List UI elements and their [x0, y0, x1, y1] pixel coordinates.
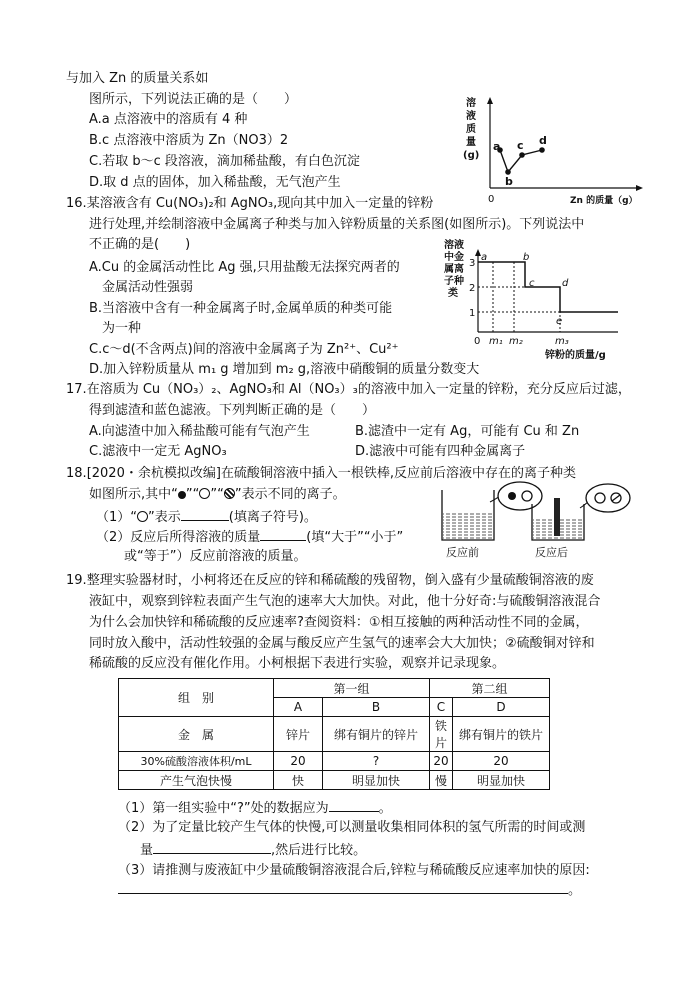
q19-line5: 稀硫酸的反应没有催化作用。小柯根据下表进行实验，观察并记录现象。 — [89, 656, 506, 671]
q16-label-a: a — [481, 252, 488, 263]
table-cell: 明显加快 — [453, 771, 550, 790]
q18-part2-cont: 或“等于”）反应前溶液的质量。 — [124, 549, 307, 564]
table-header-group: 组 别 — [119, 679, 274, 717]
q15-ylabel-char: (g) — [463, 150, 480, 161]
q16-xtick-0: 0 — [474, 336, 481, 347]
q16-option-a: A.Cu 的金属活动性比 Ag 强,只用盐酸无法探究两者的 — [89, 260, 400, 275]
q16-line2: 进行处理,并绘制溶液中金属离子种类与加入锌粉质量的关系图(如图所示)。下列说法中 — [89, 217, 585, 232]
q16-xlabel: 锌粉的质量/g — [545, 350, 606, 361]
q19-sub1-text: 。 — [378, 801, 392, 816]
table-col-header: D — [453, 698, 550, 717]
q18-number: 18. — [66, 466, 87, 481]
ion-bubble-before — [498, 482, 542, 510]
q16-ylabel-char: 子种 — [444, 276, 464, 287]
q16-option-a-cont: 金属活动性强弱 — [102, 280, 194, 295]
table-row-label: 金 属 — [119, 717, 274, 752]
answer-blank[interactable] — [118, 880, 568, 894]
q17-number: 17. — [66, 382, 87, 397]
q15-xlabel: Zn 的质量（g） — [570, 196, 638, 206]
q16-label-c: c — [529, 278, 535, 289]
q19-line2: 液缸中，观察到锌粒表面产生气泡的速率大大加快。对此，他十分好奇:与硫酸铜溶液混合 — [89, 594, 601, 609]
q15-stem-line1: 与加入 Zn 的质量关系如 — [66, 71, 209, 86]
q15-label-a: a — [493, 140, 501, 153]
q18-line2 — [89, 486, 346, 504]
q18-caption-before: 反应前 — [446, 546, 479, 559]
hollow-ion-symbol — [199, 488, 210, 499]
q15-option-d: D.取 d 点的固体，加入稀盐酸，无气泡产生 — [89, 175, 341, 190]
q15-graph — [460, 92, 650, 210]
q19-sub3-end: 。 — [568, 883, 582, 898]
q16-ylabel-char: 类 — [448, 288, 458, 299]
q18-part1 — [96, 507, 317, 527]
table-cell: 慢 — [430, 771, 453, 790]
q17-option-b: B.滤渣中一定有 Ag，可能有 Cu 和 Zn — [355, 424, 580, 439]
table-row-label: 产生气泡快慢 — [119, 771, 274, 790]
q18-line2-text: 如图所示,其中“ — [89, 487, 178, 502]
q16-ytick-3: 3 — [469, 258, 476, 269]
q18-source: [2020・余杭模拟改编] — [86, 466, 221, 481]
ion-bubble-after — [586, 484, 630, 512]
q18-line2-text: ”表示不同的离子。 — [234, 487, 346, 502]
q19-line1 — [66, 572, 594, 590]
q15-ylabel-char: 液 — [466, 111, 476, 122]
table-col-header: B — [323, 698, 430, 717]
q18-line2-text: ”“ — [185, 487, 200, 502]
q15-y-arrow — [487, 97, 493, 104]
table-cell: 明显加快 — [323, 771, 430, 790]
q19-sub2: （2）为了定量比较产生气体的快慢,可以测量收集相同体积的氢气所需的时间或测 — [118, 820, 586, 835]
table-cell: 铁片 — [430, 717, 453, 752]
q16-ytick-2: 2 — [469, 283, 476, 294]
q19-sub2-text: 量 — [140, 843, 154, 858]
hollow-ion-symbol — [595, 493, 605, 503]
q16-guide-lines — [478, 262, 618, 332]
q16-xtick-m1: m₁ — [489, 336, 503, 347]
experiment-table — [118, 678, 550, 790]
q18-text: 在硫酸铜溶液中插入一根铁棒,反应前后溶液中存在的离子种类 — [220, 466, 577, 481]
q19-sub3-answer-line — [118, 880, 581, 900]
q18-part2-text: (填“大于”“小于” — [306, 530, 404, 545]
q19-number: 19. — [66, 573, 87, 588]
q19-sub2-cont — [140, 840, 366, 860]
q18-part1-text: ”表示 — [148, 510, 181, 525]
table-cell: 20 — [430, 752, 453, 771]
table-row-label: 30%硫酸溶液体积/mL — [119, 752, 274, 771]
q15-x-arrow — [636, 185, 643, 191]
q15-point-c — [519, 152, 525, 158]
q15-label-d: d — [539, 134, 547, 147]
q15-stem-line2: 图所示，下列说法正确的是（ ） — [89, 92, 298, 107]
q18-line2-text: ”“ — [210, 487, 224, 502]
q16-label-d: d — [562, 278, 569, 289]
q17-line2: 得到滤渣和蓝色滤液。下列判断正确的是（ ） — [89, 403, 376, 418]
answer-blank[interactable] — [260, 527, 306, 541]
q17-option-d: D.滤液中可能有四种金属离子 — [355, 444, 526, 459]
q19-sub1 — [118, 798, 392, 818]
q16-option-b: B.当溶液中含有一种金属离子时,金属单质的种类可能 — [89, 301, 393, 316]
table-cell: 锌片 — [274, 717, 323, 752]
q15-option-a: A.a 点溶液中的溶质有 4 种 — [89, 112, 248, 127]
q16-label-b: b — [523, 252, 530, 263]
q19-text: 整理实验器材时，小柯将还在反应的锌和稀硫酸的残留物，倒入盛有少量硫酸铜溶液的废 — [86, 573, 594, 588]
q18-part2 — [96, 527, 403, 547]
answer-blank[interactable] — [329, 798, 379, 812]
q15-point-d — [539, 147, 545, 153]
q16-ylabel-char: 属离 — [444, 264, 464, 275]
table-col-header: A — [274, 698, 323, 717]
q16-option-b-cont: 为一种 — [102, 321, 142, 336]
beaker-after — [532, 498, 590, 540]
q15-ylabel-char: 量 — [466, 137, 476, 148]
q17-option-a: A.向滤渣中加入稀盐酸可能有气泡产生 — [89, 424, 310, 439]
q15-label-c: c — [517, 139, 524, 152]
q16-line1 — [66, 195, 433, 213]
q18-beaker-figure — [434, 480, 634, 560]
filled-ion-symbol — [178, 491, 186, 499]
table-row — [119, 717, 550, 752]
iron-rod — [554, 498, 560, 536]
q18-part2-text: （2）反应后所得溶液的质量 — [96, 530, 261, 545]
q19-sub1-text: （1）第一组实验中“?”处的数据应为 — [118, 801, 329, 816]
q16-ytick-1: 1 — [469, 308, 476, 319]
q19-sub3: （3）请推测与废液缸中少量硫酸铜溶液混合后,锌粒与稀硫酸反应速率加快的原因: — [118, 863, 590, 878]
table-cell: 绑有铜片的锌片 — [323, 717, 430, 752]
q18-part1-text: （1）“ — [96, 510, 138, 525]
table-cell: 20 — [274, 752, 323, 771]
q15-point-b — [505, 169, 511, 175]
answer-blank[interactable] — [181, 507, 229, 521]
q17-text: 在溶质为 Cu（NO₃）₂、AgNO₃和 Al（NO₃）₃的溶液中加入一定量的锌粉，充分反应后过滤， — [86, 382, 631, 397]
table-row — [119, 771, 550, 790]
table-row — [119, 679, 550, 698]
table-cell: ? — [323, 752, 430, 771]
filled-ion-symbol — [508, 492, 516, 500]
q17-option-c: C.滤液中一定无 AgNO₃ — [89, 444, 227, 459]
table-header-group1: 第一组 — [274, 679, 430, 698]
q18-part1-text: (填离子符号)。 — [228, 510, 317, 525]
hollow-ion-symbol — [522, 491, 532, 501]
table-cell: 快 — [274, 771, 323, 790]
q15-label-b: b — [505, 175, 513, 188]
table-col-header: C — [430, 698, 453, 717]
q16-graph — [440, 236, 660, 362]
q15-origin: 0 — [488, 194, 495, 205]
q16-option-d: D.加入锌粉质量从 m₁ g 增加到 m₂ g,溶液中硝酸铜的质量分数变大 — [89, 362, 480, 377]
beaker-before — [442, 490, 502, 540]
hollow-ion-symbol — [137, 511, 148, 522]
answer-blank[interactable] — [153, 840, 271, 854]
q15-ylabel-char: 溶 — [466, 98, 476, 109]
q16-xtick-m3: m₃ — [555, 336, 569, 347]
q16-number: 16. — [66, 196, 87, 211]
q16-text: 某溶液含有 Cu(NO₃)₂和 AgNO₃,现向其中加入一定量的锌粉 — [86, 196, 434, 211]
q15-ylabel-char: 质 — [466, 124, 476, 135]
table-cell: 绑有铜片的铁片 — [453, 717, 550, 752]
q16-ylabel-char: 溶液 — [444, 240, 464, 251]
q15-option-b: B.c 点溶液中溶质为 Zn（NO3）2 — [89, 133, 289, 148]
q18-caption-after: 反应后 — [535, 546, 568, 559]
q16-line3: 不正确的是( ) — [89, 237, 191, 252]
q16-xtick-m2: m₂ — [509, 336, 523, 347]
q19-line3: 为什么会加快锌和稀硫酸的反应速率?查阅资料：①相互接触的两种活动性不同的金属， — [89, 615, 589, 630]
table-cell: 20 — [453, 752, 550, 771]
q19-line4: 同时放入酸中，活动性较强的金属与酸反应产生氢气的速率会大大加快；②硫酸铜对锌和 — [89, 636, 595, 651]
q16-ylabel-char: 中金 — [444, 252, 464, 263]
hatched-ion-symbol — [224, 488, 235, 499]
table-header-group2: 第二组 — [430, 679, 550, 698]
table-row — [119, 752, 550, 771]
q16-label-e: e — [556, 316, 563, 327]
q15-option-c: C.若取 b～c 段溶液，滴加稀盐酸，有白色沉淀 — [89, 154, 360, 169]
q19-sub2-text: ,然后进行比较。 — [271, 843, 367, 858]
q16-option-c: C.c～d(不含两点)间的溶液中金属离子为 Zn²⁺、Cu²⁺ — [89, 342, 399, 357]
q17-line1 — [66, 381, 631, 399]
